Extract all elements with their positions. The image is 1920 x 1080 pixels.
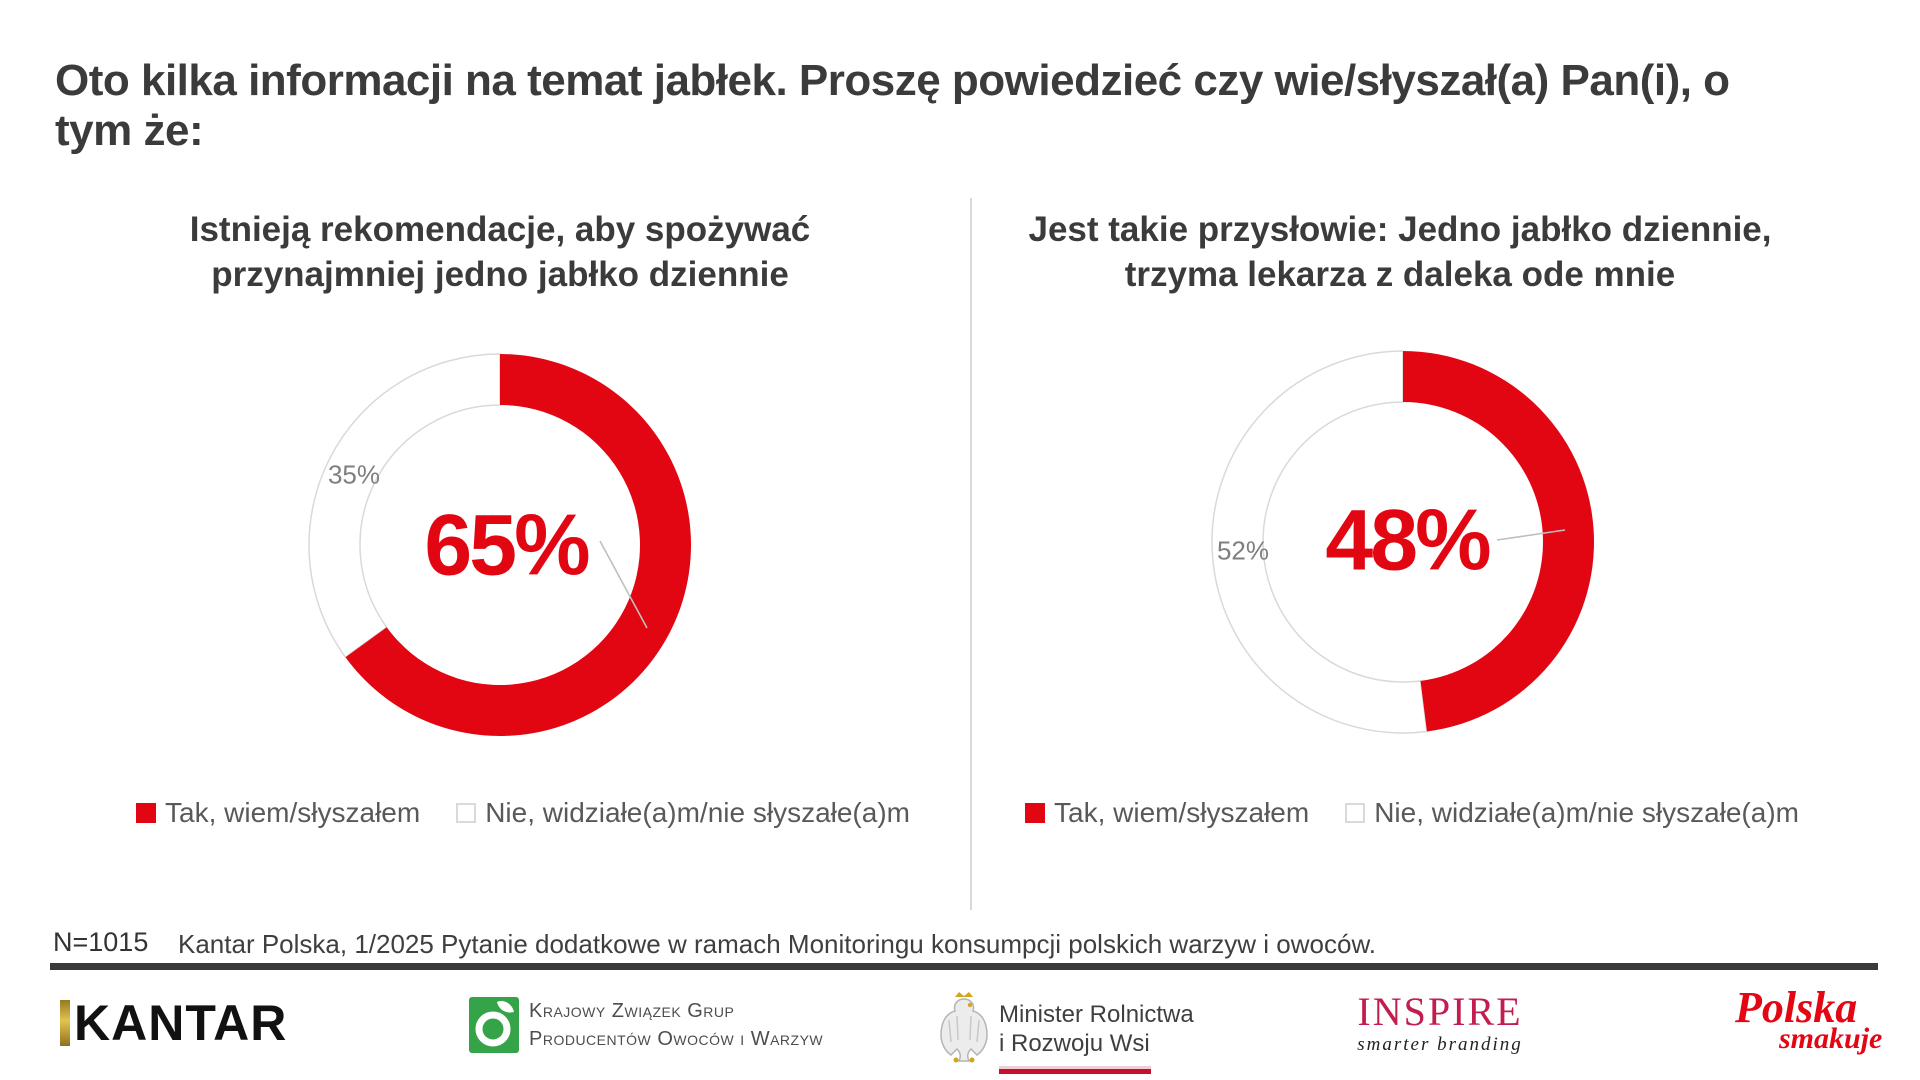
legend-right (1052, 797, 1799, 829)
legend-swatch-yes (136, 803, 156, 823)
source-note: Kantar Polska, 1/2025 Pytanie dodatkowe w ramach Monitoringu konsumpcji polskich warzyw i owoców. (178, 929, 1377, 959)
ministry-logo-text (999, 990, 1194, 1059)
legend-item-no (1345, 797, 1799, 829)
footer-divider (50, 963, 1878, 970)
polska-smakuje-logo (1735, 983, 1883, 1055)
slice-label-left: 35% (327, 459, 381, 490)
legend-item-yes (1025, 797, 1309, 829)
kzgp-logo-text (529, 997, 823, 1053)
legend-item-no (456, 797, 910, 829)
legend-left (163, 797, 910, 829)
apple-icon (469, 997, 519, 1053)
ministry-text-block (999, 990, 1194, 1074)
ministry-line2: i Rozwoju Wsi (999, 1030, 1150, 1058)
legend-label-yes: Tak, wiem/słyszałem (1054, 797, 1310, 828)
kantar-gold-bar-icon (60, 1000, 70, 1046)
slice-label-right: 52% (1216, 535, 1270, 566)
kzgp-line1: Krajowy Związek Grup (529, 1000, 735, 1022)
flag-red-stripe (999, 1069, 1151, 1074)
ministry-line1: Minister Rolnictwa (999, 1001, 1194, 1028)
inspire-tagline: smarter branding (1357, 1034, 1523, 1055)
chart-title-left: Istnieją rekomendacje, aby spożywać przynajmniej jedno jabłko dziennie (189, 210, 811, 294)
legend-label-no: Nie, widziałe(a)m/nie słyszałe(a)m (1374, 797, 1799, 828)
legend-swatch-yes (1025, 803, 1045, 823)
polska-line1: Polska (1735, 983, 1858, 1032)
panel-divider (970, 198, 972, 910)
legend-label-no: Nie, widziałe(a)m/nie słyszałe(a)m (485, 797, 910, 828)
inspire-logo (1355, 989, 1525, 1056)
poland-flag-stripe-icon (999, 1066, 1151, 1074)
ministry-logo (937, 990, 1194, 1074)
inspire-logo-text: INSPIRE (1357, 989, 1523, 1034)
eagle-icon (937, 990, 991, 1066)
kantar-logo (60, 995, 288, 1051)
center-value-right: 48% (1325, 492, 1489, 589)
kzgp-line2: Producentów Owoców i Warzyw (529, 1028, 824, 1050)
center-value-left: 65% (424, 497, 588, 594)
sample-size: N=1015 (53, 927, 149, 957)
kzgp-logo (469, 997, 823, 1053)
kantar-logo-text: KANTAR (74, 995, 288, 1051)
page-title: Oto kilka informacji na temat jabłek. Proszę powiedzieć czy wie/słyszał(a) Pan(i), o tym że: (55, 56, 1730, 155)
legend-item-yes (136, 797, 420, 829)
chart-title-right: Jest takie przysłowie: Jedno jabłko dziennie, trzyma lekarza z daleka ode mnie (1028, 210, 1772, 294)
legend-swatch-no (456, 803, 476, 823)
polska-line2: smakuje (1779, 1022, 1883, 1055)
legend-swatch-no (1345, 803, 1365, 823)
legend-label-yes: Tak, wiem/słyszałem (165, 797, 421, 828)
